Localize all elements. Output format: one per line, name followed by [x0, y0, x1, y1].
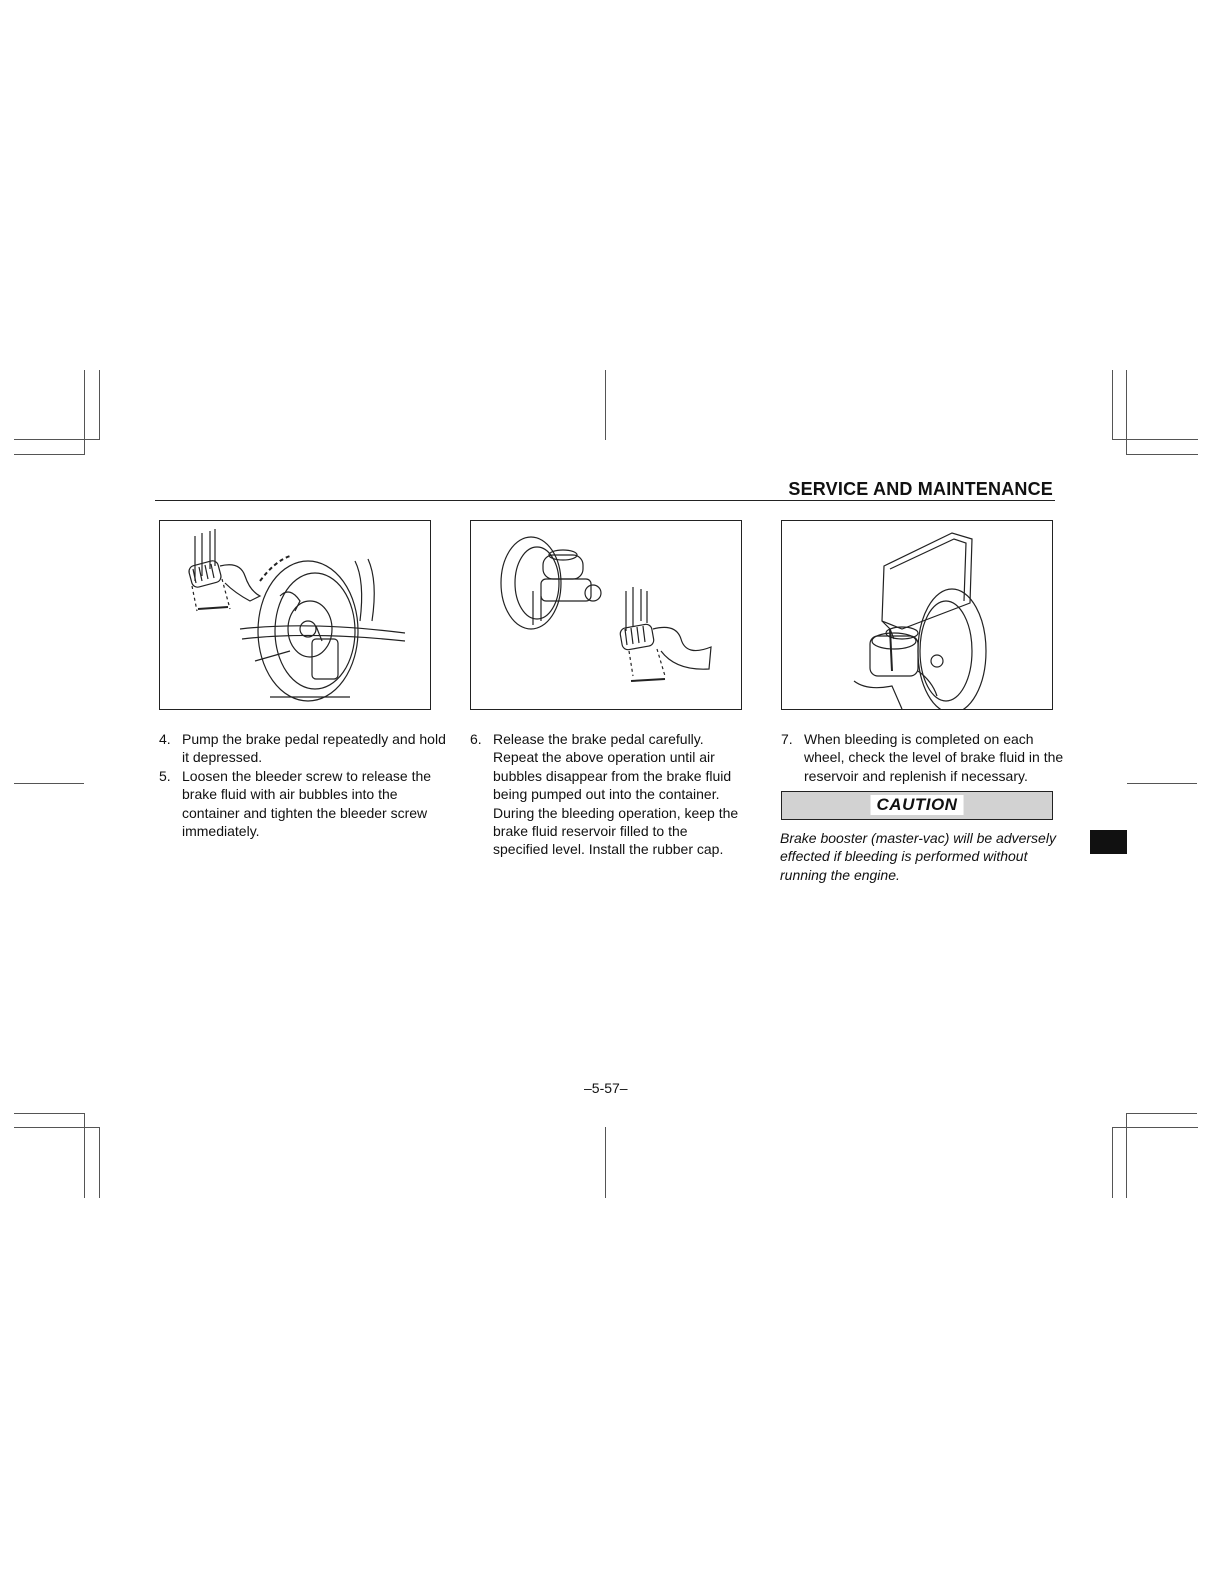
steps-list-column-3	[779, 730, 1069, 785]
crop-mark	[14, 454, 85, 455]
step-item	[779, 730, 1069, 785]
crop-mark	[14, 1113, 85, 1114]
wheel-bleeder-illustration	[159, 520, 431, 710]
section-thumb-tab	[1090, 830, 1127, 854]
step-text: When bleeding is completed on each wheel, check the level of brake fluid in the reservoir and replenish if necessary.	[804, 731, 1064, 784]
crop-mark	[14, 1127, 100, 1128]
caution-text: Brake booster (master-vac) will be adversely effected if bleeding is performed without running the engine.	[780, 830, 1056, 883]
page-number: –5-57–	[584, 1080, 628, 1096]
crop-mark	[1126, 1113, 1197, 1114]
crop-mark	[99, 370, 100, 440]
crop-mark	[14, 439, 100, 440]
step-item	[157, 730, 447, 767]
crop-mark	[99, 1127, 100, 1198]
step-item	[468, 730, 746, 859]
step-text: Loosen the bleeder screw to release the brake fluid with air bubbles into the container and tighten the bleeder screw immediately.	[182, 767, 432, 840]
step-number: 7.	[781, 731, 793, 747]
step-text: Pump the brake pedal repeatedly and hold it depressed.	[182, 731, 446, 766]
crop-mark	[84, 1113, 85, 1198]
crop-mark	[1112, 1127, 1113, 1198]
step-number: 4.	[159, 731, 171, 747]
crop-mark	[605, 1127, 606, 1198]
step-number: 6.	[470, 731, 482, 747]
reservoir-refill-illustration	[781, 520, 1053, 710]
crop-mark	[1126, 1113, 1127, 1198]
crop-mark	[1127, 783, 1197, 784]
section-header	[155, 478, 1055, 501]
steps-list-column-2	[468, 730, 746, 859]
step-number: 5.	[159, 767, 171, 784]
crop-mark	[1112, 1127, 1198, 1128]
crop-mark	[1126, 454, 1198, 455]
steps-list-column-1	[157, 730, 447, 840]
section-title: SERVICE AND MAINTENANCE	[788, 479, 1053, 499]
crop-mark	[1126, 370, 1127, 455]
crop-mark	[1112, 370, 1113, 440]
crop-mark	[14, 783, 84, 784]
step-item	[157, 767, 447, 841]
crop-mark	[84, 370, 85, 455]
caution-label: CAUTION	[871, 795, 964, 815]
master-cylinder-pedal-illustration	[470, 520, 742, 710]
crop-mark	[1112, 439, 1198, 440]
step-text: Release the brake pedal carefully. Repeat the above operation until air bubbles disappear from the brake fluid being pumped out into the container. During the bleeding operation, keep the brake fluid reservoir filled to the specified level. Install the rubber cap.	[493, 731, 739, 858]
crop-mark	[605, 370, 606, 440]
caution-banner	[781, 791, 1053, 820]
